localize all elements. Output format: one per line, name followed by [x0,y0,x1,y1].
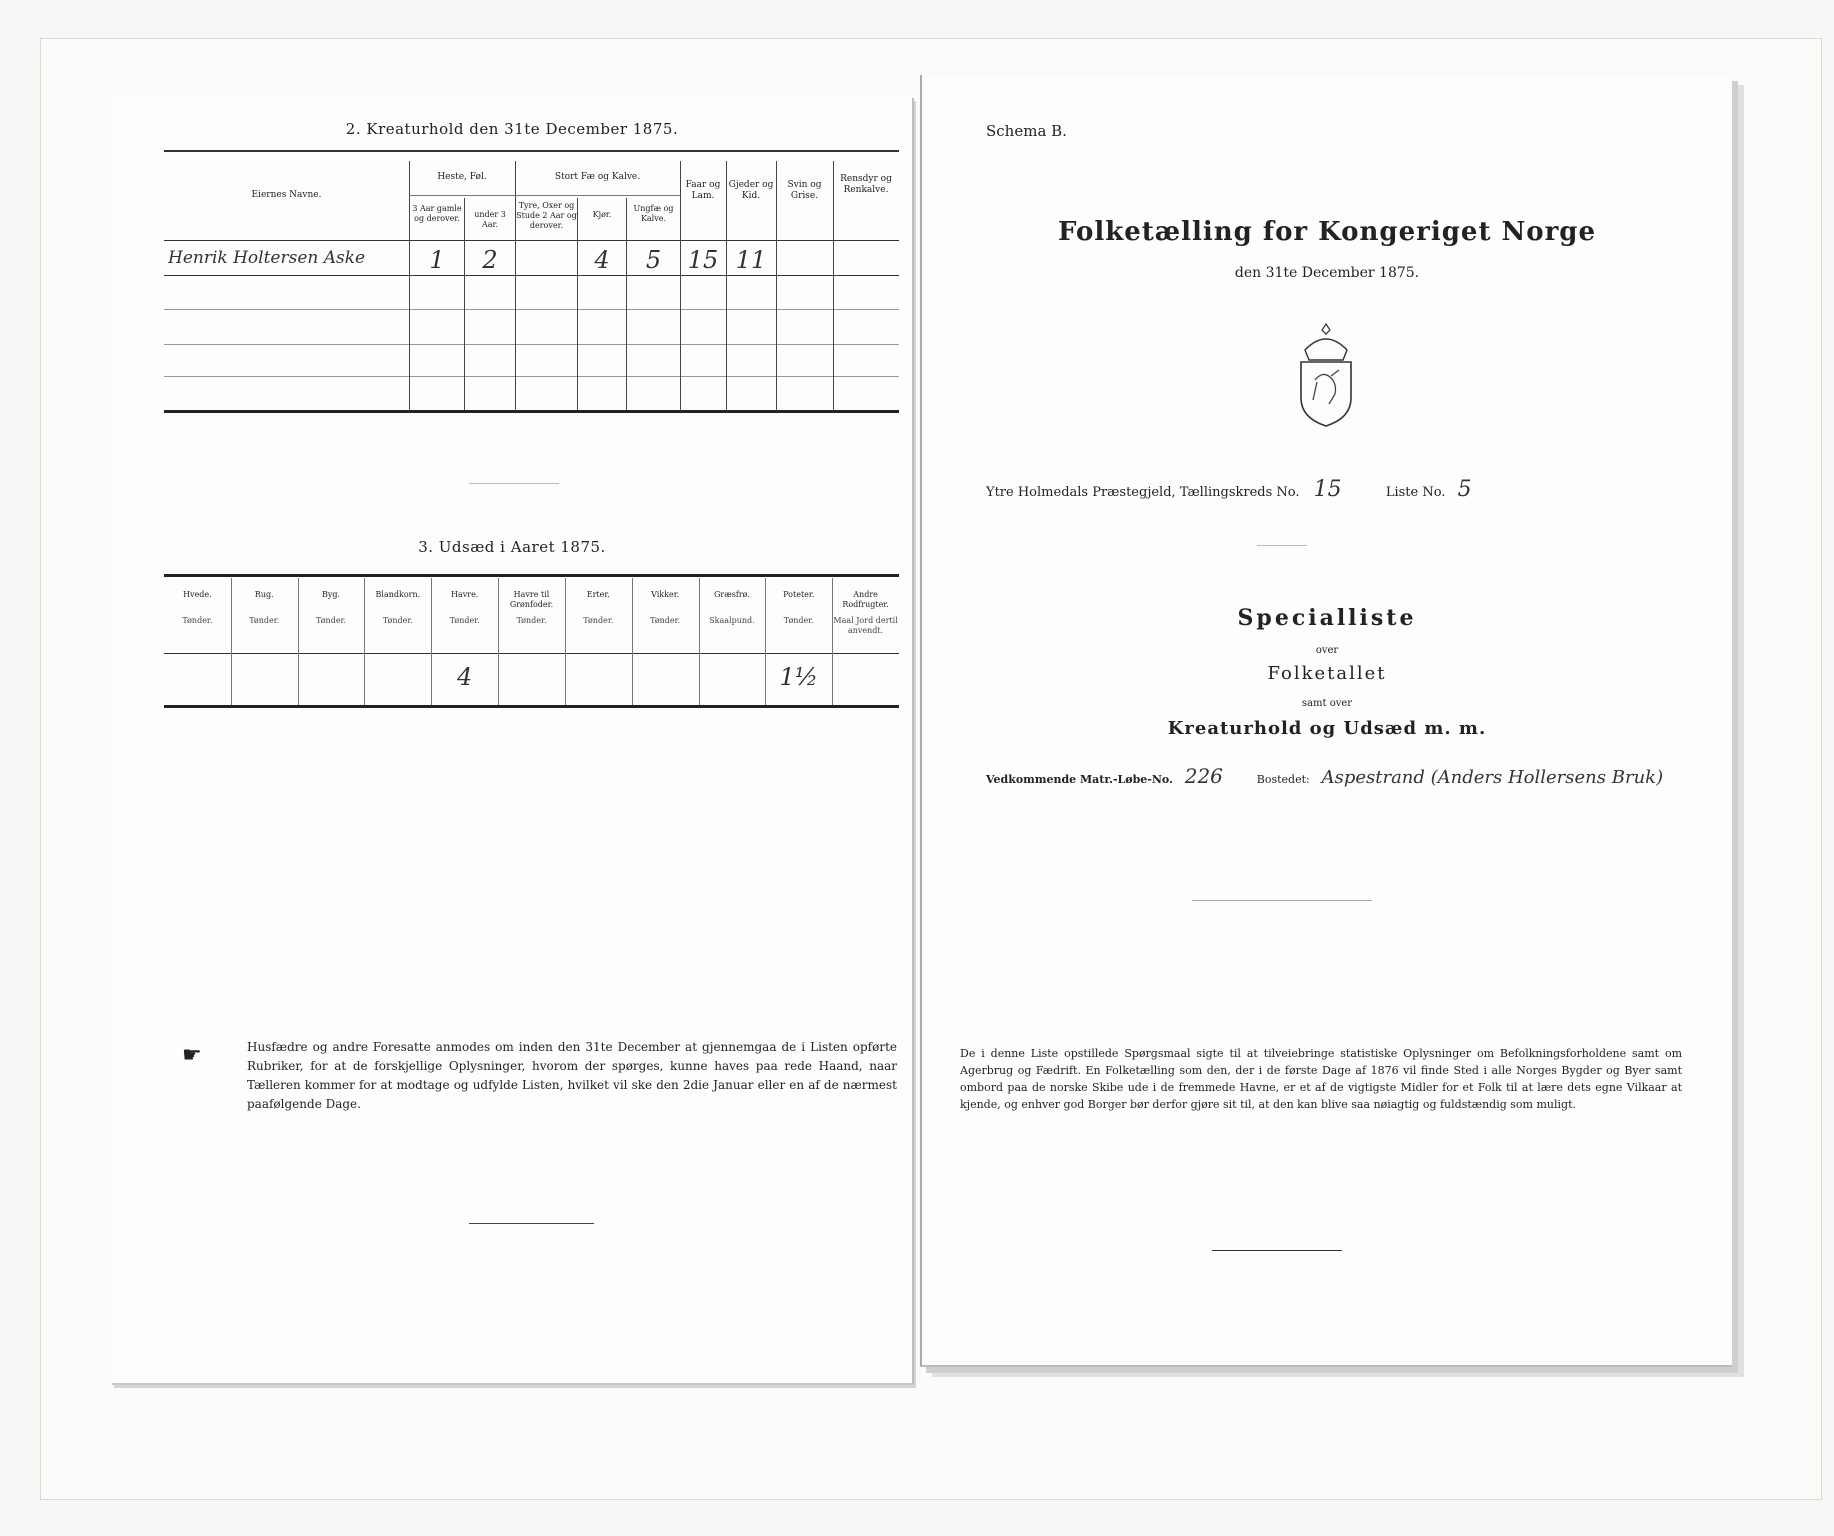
udsaed-column-unit: Tønder. [449,616,480,625]
stort-fae-header: Stort Fæ og Kalve. [554,172,641,182]
footnote-text: Husfædre og andre Foresatte anmodes om inden den 31te December at gjennemgaa de i Listen opførte Rubriker, for at de forskjellige Oplysninger, hvorom der spørges, kunne haves paa rede Haand, naar Tælleren kommer for at modtage og udfylde Listen, hvilket vil ske den 2die Januar eller en af de nærmest paafølgende Dage. [247,1040,897,1111]
udsaed-column-header: Vikker. [651,590,680,599]
table-bottom-rule [164,410,899,413]
heste-under3-subheader: under 3 Aar. [474,210,506,229]
section2-title: 2. Kreaturhold den 31te December 1875. [345,120,679,138]
coat-of-arms-icon [1287,320,1365,430]
column-divider [833,161,834,411]
divider [1192,900,1372,901]
rensdyr-header: Rensdyr og Renkalve. [840,174,892,195]
folketallet-label: Folketallet [1267,663,1387,684]
table-row-rule [164,275,899,276]
specialliste-title: Specialliste [1237,605,1417,631]
udsaed-column-unit: Maal Jord dertil anvendt. [833,616,898,635]
samt-over-label: samt over [1301,698,1353,709]
left-page [112,98,914,1385]
matr-value: 226 [1184,764,1223,788]
udsaed-value: 1½ [779,663,819,691]
subheader-rule [409,195,680,196]
parish-line [986,477,1472,502]
table-row-rule [164,309,899,310]
udsaed-column-unit: Tønder. [583,616,614,625]
matr-label: Vedkommende Matr.-Løbe-No. [986,773,1173,786]
right-page [920,75,1732,1367]
heste-over3-subheader: 3 Aar gamle og derover. [412,204,462,223]
divider [1257,545,1307,546]
faar-header: Faar og Lam. [685,180,721,201]
svin-header: Svin og Grise. [787,180,822,201]
udsaed-column-unit: Tønder. [783,616,814,625]
udsaed-column-header: Byg. [322,590,341,599]
owner-name: Henrik Holtersen Aske [168,248,366,268]
udsaed-column-unit: Tønder. [182,616,213,625]
column-divider [626,198,627,410]
udsaed-column-header: Blandkorn. [375,590,421,599]
owner-header: Eiernes Navne. [251,190,322,200]
heste-under3-value: 2 [482,246,498,274]
udsaed-column-unit: Skaalpund. [709,616,755,625]
heste-over3-value: 1 [429,246,445,274]
ungfae-subheader: Ungfæ og Kalve. [633,204,674,223]
kreds-no-value: 15 [1313,477,1342,502]
udsaed-column-header: Havre til Grønfoder. [509,590,554,609]
bosted-value: Aspestrand (Anders Hollersens Bruk) [1321,767,1664,788]
table-row-rule [164,344,899,345]
udsaed-column-unit: Tønder. [249,616,280,625]
udsaed-column-unit: Tønder. [316,616,347,625]
bosted-label: Bostedet: [1256,773,1310,786]
kjor-value: 4 [594,246,610,274]
divider [469,483,559,484]
over-label: over [1315,645,1339,656]
faar-value: 15 [687,246,719,274]
udsaed-column-header: Andre Rodfrugter. [842,590,889,609]
census-date: den 31te December 1875. [1234,265,1420,281]
kreaturhold-label: Kreaturhold og Udsæd m. m. [1167,718,1487,739]
kjor-subheader: Kjør. [592,210,612,219]
udsaed-column-header: Erter. [586,590,610,599]
column-divider [409,161,410,411]
table-header-rule [164,653,899,654]
parish-prefix: Ytre Holmedals Præstegjeld, Tællingskreds No. [986,485,1300,500]
gjeder-header: Gjeder og Kid. [728,180,774,201]
table-row-rule [164,376,899,377]
section3-title: 3. Udsæd i Aaret 1875. [418,538,606,556]
liste-label: Liste No. [1385,485,1446,500]
matr-line [986,764,1663,788]
udsaed-column-header: Havre. [450,590,479,599]
table-top-rule [164,574,899,577]
udsaed-column-header: Rug. [254,590,274,599]
udsaed-column-unit: Tønder. [516,616,547,625]
pointing-hand-icon: ☛ [182,1043,202,1068]
census-title: Folketælling for Kongeriget Norge [1057,217,1597,247]
table-header-rule [164,240,899,241]
udsaed-column-header: Græsfrø. [714,590,750,599]
column-divider [515,161,516,411]
tyre-subheader: Tyre, Oxer og Stude 2 Aar og derover. [516,201,577,230]
udsaed-column-header: Hvede. [183,590,212,599]
table-bottom-rule [164,705,899,708]
ungfae-value: 5 [645,246,662,274]
udsaed-column-unit: Tønder. [650,616,681,625]
udsaed-column-unit: Tønder. [382,616,413,625]
divider [1212,1250,1342,1251]
table-top-rule [164,150,899,152]
liste-no-value: 5 [1457,477,1472,502]
notice-text: De i denne Liste opstillede Spørgsmaal sigte til at tilveiebringe statistiske Oplysninger om Befolkningsforholdene samt om Agerbrug og Fædrift. En Folketælling som den, der i de første Dage af 1876 vil finde Sted i alle Norges Bygder og Byer samt ombord paa de norske Skibe ude i de fremmede Havne, er et af de vigtigste Midler for et Folk til at lære dets egne Vilkaar at kjende, og enhver god Borger bør derfor gjøre sit til, at den kan blive saa nøiagtig og fuldstændig som muligt. [960,1047,1682,1111]
schema-label: Schema B. [986,122,1067,140]
udsaed-value: 4 [457,663,473,691]
column-divider [577,198,578,410]
udsaed-column-header: Poteter. [783,590,815,599]
heste-header: Heste, Føl. [437,172,487,182]
divider [469,1223,594,1224]
gjeder-value: 11 [735,246,767,274]
